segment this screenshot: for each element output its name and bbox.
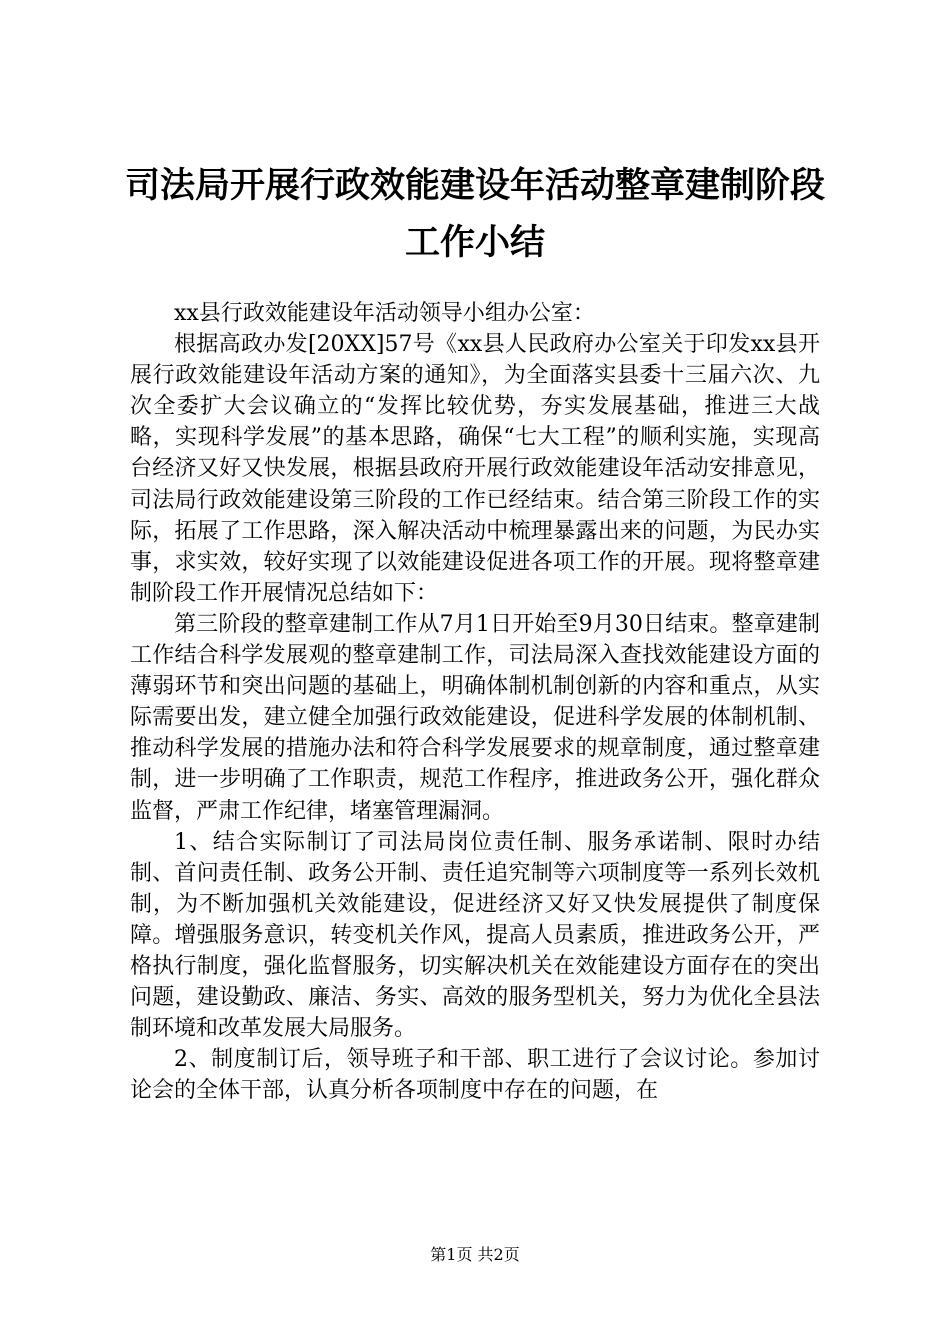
paragraph-stage-three: 第三阶段的整章建制工作从7月1日开始至9月30日结束。整章建制工作结合科学发展观的整章建制工作，司法局深入查找效能建设方面的薄弱环节和突出问题的基础上，明确体制机制创新的内容和重点，从实际需要出发，建立健全加强行政效能建设，促进科学发展的体制机制、推动科学发展的措施办法和符合科学发展要求的规章制度，通过整章建制，进一步明确了工作职责，规范工作程序，推进政务公开，强化群众监督，严肃工作纪律，堵塞管理漏洞。 <box>130 611 820 824</box>
page-footer: 第1页 共2页 <box>430 1245 520 1264</box>
salutation: xx县行政效能建设年活动领导小组办公室： <box>174 301 595 326</box>
paragraph-item-2: 2、制度制订后，领导班子和干部、职工进行了会议讨论。参加讨论会的全体干部，认真分析各项制度中存在的问题，在 <box>130 1047 820 1104</box>
document-body <box>130 298 820 1106</box>
document-title-line-1: 司法局开展行政效能建设年活动整章建制阶段 <box>124 166 825 206</box>
paragraph-item-1: 1、结合实际制订了司法局岗位责任制、服务承诺制、限时办结制、首问责任制、政务公开制、责任追究制等六项制度等一系列长效机制，为不断加强机关效能建设，促进经济又好又快发展提供了制度保障。增强服务意识，转变机关作风，提高人员素质，推进政务公开，严格执行制度，强化监督服务，切实解决机关在效能建设方面存在的突出问题，建设勤政、廉洁、务实、高效的服务型机关，努力为优化全县法制环境和改革发展大局服务。 <box>130 829 820 1042</box>
document-title-line-2: 工作小结 <box>404 223 545 263</box>
paragraph-intro: 根据高政办发[20XX]57号《xx县人民政府办公室关于印发xx县开展行政效能建设年活动方案的通知》，为全面落实县委十三届六次、九次全委扩大会议确立的“发挥比较优势，夯实发展基础，推进三大战略，实现科学发展”的基本思路，确保“七大工程”的顺利实施，实现高台经济又好又快发展，根据县政府开展行政效能建设年活动安排意见，司法局行政效能建设第三阶段的工作已经结束。结合第三阶段工作的实际，拓展了工作思路，深入解决活动中梳理暴露出来的问题，为民办实事，求实效，较好实现了以效能建设促进各项工作的开展。现将整章建制阶段工作开展情况总结如下： <box>130 332 820 606</box>
